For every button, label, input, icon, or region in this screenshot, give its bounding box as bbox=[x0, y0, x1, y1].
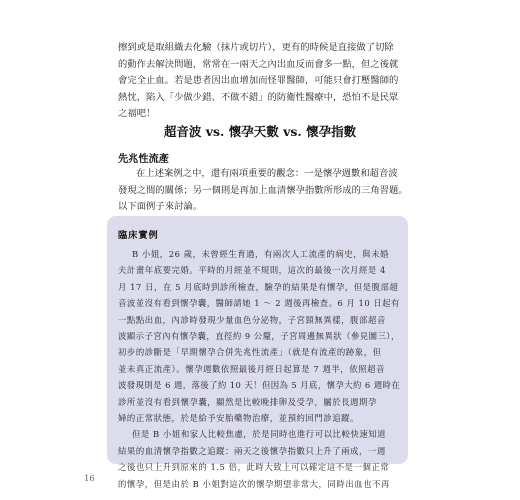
clinical-case-box bbox=[107, 216, 408, 489]
section-line: 以下面例子來討論。 bbox=[118, 201, 203, 213]
case-line: 初步的診斷是「早期懷孕合併先兆性流產」（就是有流產的跡象，但 bbox=[118, 347, 382, 358]
case-line: 診所並沒有看到懷孕囊，顯然是比較晚排卵及受孕，屬於長週期孕 bbox=[118, 396, 377, 407]
case-line: 結果的血清懷孕指數之追蹤：兩天之後懷孕指數只上升了兩成，一週 bbox=[118, 445, 386, 456]
section-subheading: 先兆性流產 bbox=[118, 153, 169, 165]
case-line: 並未真正流產）。懷孕週數依照最後月經日起算是 7 週半，依照超音 bbox=[118, 363, 385, 374]
case-line: 一點點出血，內診時發現少量血色分泌物，子宮頸無異樣，腹部超音 bbox=[118, 314, 386, 325]
page-number: 16 bbox=[84, 474, 95, 484]
section-heading: 超音波 vs. 懷孕天數 vs. 懷孕指數 bbox=[163, 124, 357, 139]
case-line: 音波並沒有看到懷孕囊，醫師請她 1 ～ 2 週後再檢查。6 月 10 日起有 bbox=[118, 298, 400, 309]
case-line: 的懷孕，但是由於 B 小姐對這次的懷孕期望非常大，同時出血也不再 bbox=[118, 478, 390, 489]
intro-paragraph bbox=[118, 40, 418, 123]
case-text bbox=[118, 246, 400, 492]
case-title: 臨床實例 bbox=[118, 230, 159, 241]
intro-line: 之福吧！ bbox=[118, 108, 156, 120]
intro-line: 熱忱，陷入「少做少錯、不做不錯」的防衛性醫療中，恐怕不是民眾 bbox=[118, 91, 399, 103]
section-line: 發現之間的關係；另一個則是再加上血清懷孕指數所形成的三角習題。 bbox=[118, 184, 408, 196]
case-line: 之後也只上升到原來的 1.5 倍，此時大致上可以確定這不是一個正常 bbox=[118, 462, 390, 473]
case-line: 婦的正常狀態，於是給予安胎藥物治療，並預約回門診追蹤。 bbox=[118, 413, 359, 424]
case-line: B 小姐，26 歲，未曾經生育過，有兩次人工流產的病史，與未婚 bbox=[132, 249, 389, 259]
intro-line: 的動作去解決問題，常常在一兩天之內出血反而會多一點，但之後就 bbox=[118, 58, 399, 70]
section-line: 在上述案例之中，還有兩項重要的觀念：一是懷孕週數和超音波 bbox=[136, 168, 398, 179]
case-line: 波發現則是 6 週，落後了約 10 天！但因為 5 月底，懷孕大約 6 週時在 bbox=[118, 380, 401, 391]
case-line: 月 17 日，在 5 月底時到診所檢查，驗孕的結果是有懷孕，但是腹部超 bbox=[118, 281, 399, 292]
intro-line: 會完全止血。若是患者因出血增加而怪罪醫師，可能只會打壓醫師的 bbox=[118, 75, 399, 87]
case-line: 但是 B 小姐和家人比較焦慮，於是同時也進行可以比較快速知道 bbox=[132, 429, 387, 440]
case-line: 夫計畫年底要完婚。平時的月經並不規則，這次的最後一次月經是 4 bbox=[118, 265, 386, 276]
intro-line: 擦到或是取組織去化驗（抹片或切片），更有的時候是直接做了切除 bbox=[118, 42, 394, 53]
case-line: 波顯示子宮內有懷孕囊，直徑約 9 公釐，子宮周邊無異狀（參見圖三）， bbox=[118, 331, 400, 342]
section-paragraph bbox=[118, 166, 418, 216]
